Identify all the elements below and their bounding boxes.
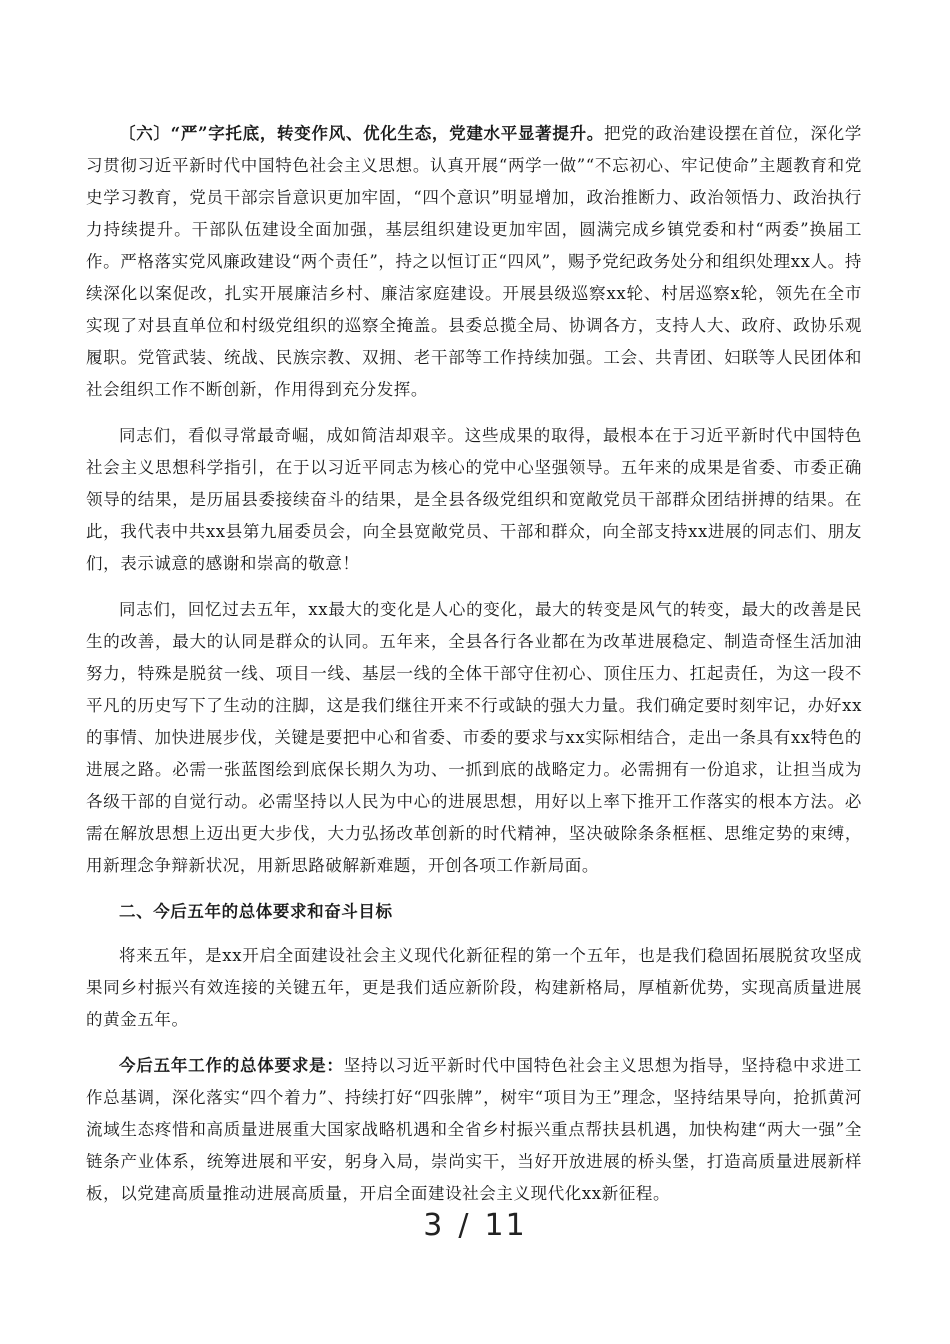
page-current: 3 <box>423 1208 445 1243</box>
paragraph-text: 把党的政治建设摆在首位，深化学习贯彻习近平新时代中国特色社会主义思想。认真开展“两学一做”“不忘初心、牢记使命”主题教育和党史学习教育，党员干部宗旨意识更加牢固，“四个意识”明显增加，政治推断力、政治领悟力、政治执行力持续提升。干部队伍建设全面加强，基层组织建设更加牢固，圆满完成乡镇党委和村“两委”换届工作。严格落实党风廉政建设“两个责任”，持之以恒订正“四风”，赐予党纪政务处分和组织处理xx人。持续深化以案促改，扎实开展廉洁乡村、廉洁家庭建设。开展县级巡察xx轮、村居巡察x轮，领先在全市实现了对县直单位和村级党组织的巡察全掩盖。县委总揽全局、协调各方，支持人大、政府、政协乐观履职。党管武装、统战、民族宗教、双拥、老干部等工作持续加强。工会、共青团、妇联等人民团体和社会组织工作不断创新，作用得到充分发挥。 <box>86 124 863 399</box>
paragraph-achievements <box>86 420 862 580</box>
section-heading: 二、今后五年的总体要求和奋斗目标 <box>119 902 393 921</box>
paragraph-lead: 今后五年工作的总体要求是： <box>119 1056 344 1075</box>
paragraph-party-building <box>86 118 862 406</box>
paragraph-future-five-years <box>86 940 862 1036</box>
paragraph-text: 同志们，回忆过去五年，xx最大的变化是人心的变化，最大的转变是风气的转变，最大的改善是民生的改善，最大的认同是群众的认同。五年来，全县各行各业都在为改革进展稳定、制造奇怪生活加油努力，特殊是脱贫一线、项目一线、基层一线的全体干部守住初心、顶住压力、扛起责任，为这一段不平凡的历史写下了生动的注脚，这是我们继往开来不行或缺的强大力量。我们确定要时刻牢记，办好xx的事情、加快进展步伐，关键是要把中心和省委、市委的要求与xx实际相结合，走出一条具有xx特色的进展之路。必需一张蓝图绘到底保长期久为功、一抓到底的战略定力。必需拥有一份追求，让担当成为各级干部的自觉行动。必需坚持以人民为中心的进展思想，用好以上率下推开工作落实的根本方法。必需在解放思想上迈出更大步伐，大力弘扬改革创新的时代精神，坚决破除条条框框、思维定势的束缚，用新理念争辩新状况，用新思路破解新难题，开创各项工作新局面。 <box>86 600 862 875</box>
paragraph-lead: 〔六〕“严”字托底，转变作风、优化生态，党建水平显著提升。 <box>119 124 604 143</box>
page-indicator <box>0 1206 950 1246</box>
paragraph-general-requirements <box>86 1050 862 1210</box>
page-separator: / <box>458 1208 471 1243</box>
paragraph-text: 坚持以习近平新时代中国特色社会主义思想为指导，坚持稳中求进工作总基调，深化落实“四个着力”、持续打好“四张牌”，树牢“项目为王”理念，坚持结果导向，抢抓黄河流域生态疼惜和高质量进展重大国家战略机遇和全省乡村振兴重点帮扶县机遇，加快构建“两大一强”全链条产业体系，统筹进展和平安，躬身入局，崇尚实干，当好开放进展的桥头堡，打造高质量进展新样板，以党建高质量推动进展高质量，开启全面建设社会主义现代化xx新征程。 <box>86 1056 862 1203</box>
paragraph-review <box>86 594 862 882</box>
paragraph-text: 将来五年，是xx开启全面建设社会主义现代化新征程的第一个五年，也是我们稳固拓展脱贫攻坚成果同乡村振兴有效连接的关键五年，更是我们适应新阶段，构建新格局，厚植新优势，实现高质量进展的黄金五年。 <box>86 946 862 1029</box>
page-total: 11 <box>484 1208 527 1243</box>
paragraph-text: 同志们，看似寻常最奇崛，成如简洁却艰辛。这些成果的取得，最根本在于习近平新时代中国特色社会主义思想科学指引，在于以习近平同志为核心的党中心坚强领导。五年来的成果是省委、市委正确领导的结果，是历届县委接续奋斗的结果，是全县各级党组织和宽敞党员干部群众团结拼搏的结果。在此，我代表中共xx县第九届委员会，向全县宽敞党员、干部和群众，向全部支持xx进展的同志们、朋友们，表示诚意的感谢和崇高的敬意！ <box>86 426 862 573</box>
document-body <box>86 118 862 1224</box>
